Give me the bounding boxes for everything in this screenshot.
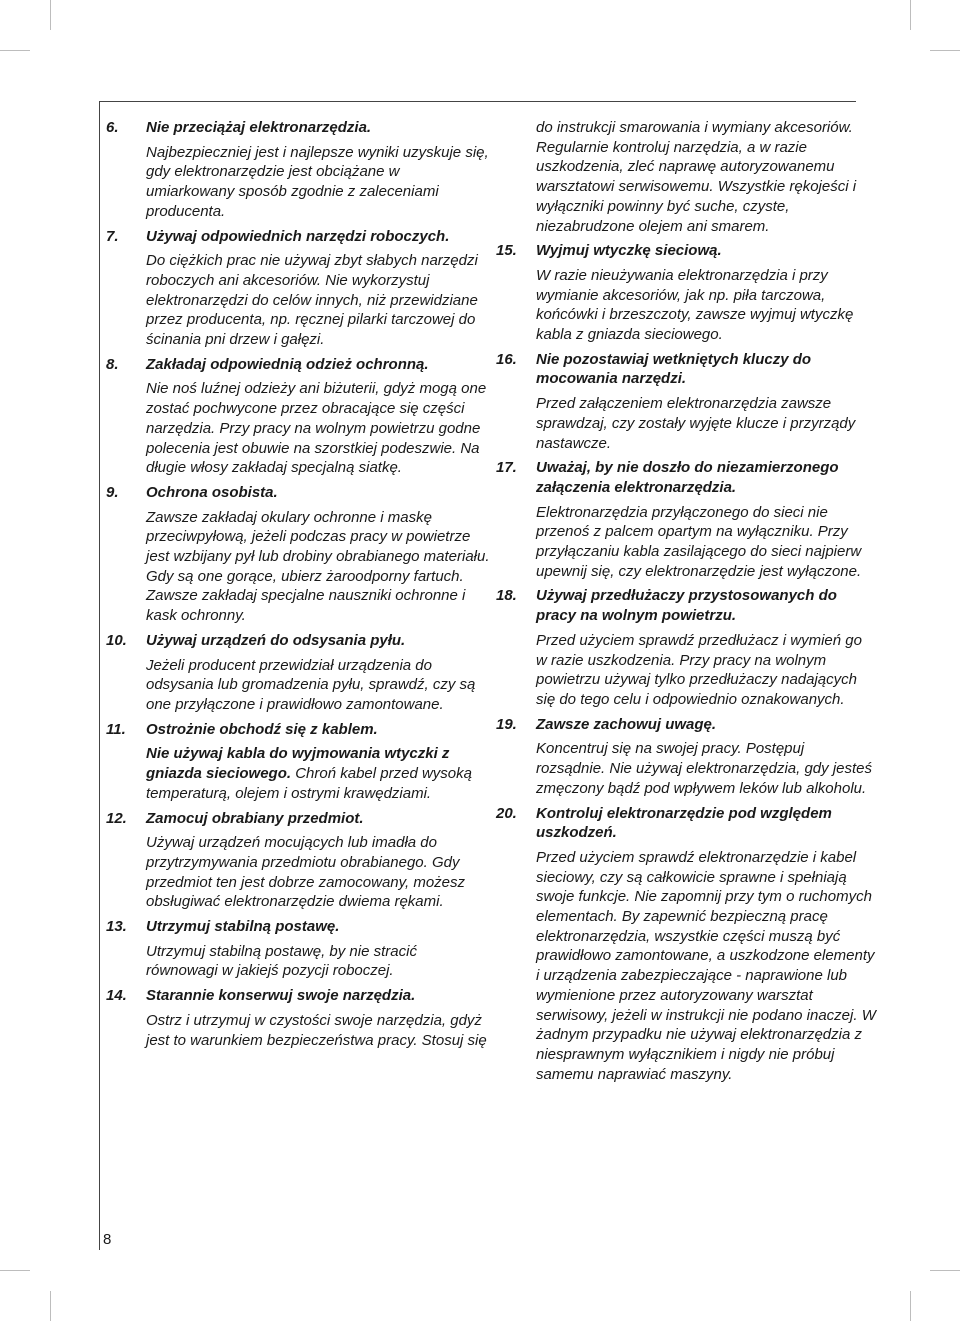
list-item [106, 355, 491, 478]
item-text [146, 744, 491, 803]
item-number: 6. [106, 119, 119, 136]
item-text: Przed użyciem sprawdź przedłużacz i wymień go w razie uszkodzenia. Przy pracy na wolnym powietrzu używaj tylko przedłużaczy nadających się do tego celu i odpowiednio oznakowanych. [536, 631, 862, 708]
list-item [496, 804, 876, 1085]
crop-mark [50, 0, 51, 30]
item-text-rest: Chroń kabel przed wysoką temperaturą, olejem i ostrymi krawędziami. [146, 765, 472, 802]
item-title: Wyjmuj wtyczkę sieciową. [536, 242, 722, 260]
item-text: Jeżeli producent przewidział urządzenia do odsysania lub gromadzenia pyłu, sprawdź, czy są one przyłączone i prawidłowo zamontowane. [146, 656, 476, 713]
crop-mark [50, 1291, 51, 1321]
page-number: 8 [103, 1231, 112, 1248]
list-item [496, 715, 876, 799]
item-title: Kontroluj elektronarzędzie pod względem uszkodzeń. [536, 804, 832, 842]
item-bold-lead: Nie używaj kabla do wyjmowania wtyczki z gniazda sieciowego. [146, 745, 450, 783]
item-number: 15. [496, 242, 517, 260]
list-item [496, 350, 876, 454]
item-text: Do ciężkich prac nie używaj zbyt słabych narzędzi roboczych ani akcesoriów. Nie wykorzystuj elektronarzędzi do celów innych, niż przewidziane przez producenta, np. ręcznej pilarki tarczowej do ścinania pni drzew i gałęzi. [146, 252, 478, 349]
item-number: 12. [106, 809, 127, 827]
item-text: Ostrz i utrzymuj w czystości swoje narzędzia, gdyż jest to warunkiem bezpieczeństwa pracy. Stosuj się [146, 1011, 487, 1049]
item-number: 19. [496, 715, 517, 733]
item-title: Zamocuj obrabiany przedmiot. [146, 809, 364, 827]
item-number: 13. [106, 918, 127, 936]
list-item [496, 586, 876, 709]
list-item [106, 483, 491, 626]
item-number: 20. [496, 804, 517, 822]
item-number: 17. [496, 459, 517, 477]
list-item [106, 720, 491, 804]
list-item [106, 227, 491, 350]
right-column [496, 118, 876, 1084]
list-item [106, 917, 491, 981]
continuation-text: do instrukcji smarowania i wymiany akcesoriów. Regularnie kontroluj narzędzia, a w razie uszkodzenia, zleć naprawę autoryzowanemu warsztatowi serwisowemu. Wszystkie rękojeści i wyłączniki powinny być suche, czyste, niezabrudzone olejem ani smarem. [536, 119, 857, 235]
margin-rule [99, 101, 100, 1250]
list-item [106, 986, 491, 1050]
list-item [106, 118, 491, 222]
item-number: 14. [106, 987, 127, 1005]
item-title: Ostrożnie obchodź się z kablem. [146, 720, 378, 738]
item-number: 16. [496, 350, 517, 368]
crop-mark [930, 1270, 960, 1271]
item-title: Uważaj, by nie doszło do niezamierzonego załączenia elektronarzędzia. [536, 459, 839, 496]
item-title: Starannie konserwuj swoje narzędzia. [146, 987, 416, 1005]
item-title: Utrzymuj stabilną postawę. [146, 918, 340, 936]
right-items [496, 241, 876, 1084]
item-text: Koncentruj się na swojej pracy. Postępuj rozsądnie. Nie używaj elektronarzędzia, gdy jesteś zmęczony bądź pod wpływem leków lub alkoholu. [536, 740, 872, 797]
crop-mark [0, 1270, 30, 1271]
item-text: Przed załączeniem elektronarzędzia zawsze sprawdzaj, czy zostały wyjęte klucze i przyrządy nastawcze. [536, 395, 856, 452]
item-text: Elektronarzędzia przyłączonego do sieci nie przenoś z palcem opartym na wyłączniku. Przy przyłączaniu kabla zasilającego do sieci najpierw upewnij się, czy elektronarzędzie jest wyłączone. [536, 503, 862, 580]
item-text: Nie noś luźnej odzieży ani biżuterii, gdyż mogą one zostać pochwycone przez obracające się części narzędzia. Przy pracy na wolnym powietrzu godne polecenia jest obuwie na szorstkiej podeszwie. Na długie włosy zakładaj specjalną siatkę. [146, 380, 487, 477]
item-title: Zawsze zachowuj uwagę. [536, 715, 717, 733]
item-text: Utrzymuj stabilną postawę, by nie stracić równowagi w jakiejś pozycji roboczej. [146, 942, 417, 980]
item-title: Używaj przedłużaczy przystosowanych do pracy na wolnym powietrzu. [536, 587, 837, 625]
crop-mark [0, 50, 30, 51]
list-item [496, 241, 876, 345]
item-number: 9. [106, 483, 119, 501]
item-text: Używaj urządzeń mocujących lub imadła do przytrzymywania przedmiotu obrabianego. Gdy przedmiot ten jest dobrze zamocowany, możesz obsługiwać elektronarzędzie dwiema rękami. [146, 834, 466, 911]
list-item [106, 809, 491, 913]
item-title: Nie przeciążaj elektronarzędzia. [146, 119, 372, 136]
item-text: Przed użyciem sprawdź elektronarzędzie i kabel sieciowy, czy są całkowicie sprawne i spełniają swoje funkcje. Nie zapomnij przy tym o ruchomych elementach. By zapewnić bezpieczną pracę elektronarzędzia, wszystkie części muszą być prawidłowo zamontowane, a uszkodzone elementy i urządzenia zabezpieczające - naprawione lub wymienione przez autoryzowany warsztat serwisowy, jeżeli w instrukcji nie podano inaczej. W żadnym przypadku nie używaj elektronarzędzia z niesprawnym wyłącznikiem i nigdy nie próbuj samemu naprawiać maszyny. [536, 848, 876, 1083]
item-title: Nie pozostawiaj wetkniętych kluczy do mocowania narzędzi. [536, 350, 812, 388]
crop-mark [910, 1291, 911, 1321]
item-number: 18. [496, 587, 517, 605]
item-text: W razie nieużywania elektronarzędzia i przy wymianie akcesoriów, jak np. piła tarczowa, końcówki i brzeszczoty, zawsze wyjmuj wtyczkę kabla z gniazda sieciowego. [536, 266, 854, 344]
header-rule [99, 101, 856, 102]
item-number: 8. [106, 355, 119, 373]
item-title: Ochrona osobista. [146, 483, 278, 501]
item-number: 10. [106, 631, 127, 649]
crop-mark [910, 0, 911, 30]
item-text: Zawsze zakładaj okulary ochronne i maskę przeciwpyłową, jeżeli podczas pracy w powietrze jest wzbijany pył lub drobiny obrabianego materiału. Gdy są one gorące, ubierz żaroodporny fartuch. Zawsze zakładaj specjalne nauszniki ochronne i kask ochronny. [146, 508, 490, 625]
left-column [106, 118, 491, 1050]
list-item [496, 458, 876, 581]
crop-mark [930, 50, 960, 51]
item-title: Używaj odpowiednich narzędzi roboczych. [146, 227, 450, 245]
item-number: 7. [106, 227, 119, 245]
item-number: 11. [106, 720, 126, 738]
item-text: Najbezpieczniej jest i najlepsze wyniki uzyskuje się, gdy elektronarzędzie jest obciążane w umiarkowany sposób zgodnie z zaleceniami producenta. [146, 143, 489, 220]
list-item [106, 631, 491, 715]
item-title: Używaj urządzeń do odsysania pyłu. [146, 631, 406, 649]
item-title: Zakładaj odpowiednią odzież ochronną. [146, 355, 429, 373]
